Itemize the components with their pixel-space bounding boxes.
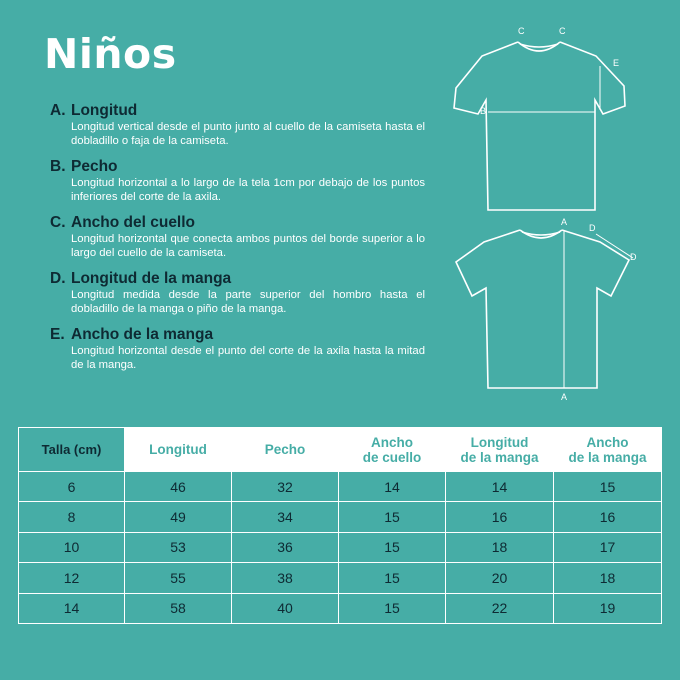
header-pecho: Pecho: [232, 428, 339, 472]
diagram-label-d-right: D: [630, 252, 637, 262]
definition-name: Longitud de la manga: [71, 270, 232, 287]
definition-name: Pecho: [71, 158, 118, 175]
table-cell: 15: [339, 593, 446, 623]
tshirt-back-icon: [456, 230, 633, 388]
diagram-label-a-bottom: A: [561, 392, 568, 402]
definition-c: [50, 213, 425, 260]
header-ancho-cuello: Ancho de cuello: [339, 428, 446, 472]
tshirt-diagram-svg: [440, 20, 660, 410]
definition-d: [50, 269, 425, 316]
table-cell: 14: [446, 472, 554, 502]
definition-name: Longitud: [71, 102, 138, 119]
definition-text: Longitud medida desde la parte superior del hombro hasta el dobladillo de la manga o piño de la manga.: [71, 289, 425, 315]
table-cell: 14: [19, 593, 125, 623]
table-cell: 19: [554, 593, 662, 623]
diagram-label-c-right: C: [559, 26, 566, 36]
table-cell: 46: [125, 472, 232, 502]
tshirt-diagrams: [440, 20, 660, 410]
definition-text: Longitud horizontal que conecta ambos puntos del borde superior a lo largo del cuello de la camiseta.: [71, 233, 425, 259]
definition-letter: A.: [50, 102, 66, 119]
table-cell: 16: [446, 502, 554, 532]
page-title: Niños: [44, 30, 177, 78]
table-row: [19, 502, 662, 532]
table-cell: 38: [232, 563, 339, 593]
table-cell: 15: [339, 502, 446, 532]
diagram-label-c-left: C: [518, 26, 525, 36]
diagram-label-b: B: [480, 106, 487, 116]
table-cell: 32: [232, 472, 339, 502]
table-header-row: [19, 428, 662, 472]
table-cell: 34: [232, 502, 339, 532]
definition-name: Ancho de la manga: [71, 326, 214, 343]
table-cell: 49: [125, 502, 232, 532]
table-row: [19, 532, 662, 562]
definition-text: Longitud vertical desde el punto junto al cuello de la camiseta hasta el dobladillo o faja de la camiseta.: [71, 121, 425, 147]
table-cell: 53: [125, 532, 232, 562]
definition-name: Ancho del cuello: [71, 214, 196, 231]
table-row: [19, 472, 662, 502]
table-cell: 15: [339, 532, 446, 562]
definition-letter: E.: [50, 326, 65, 343]
definition-a: [50, 101, 425, 148]
table-cell: 15: [554, 472, 662, 502]
table-row: [19, 593, 662, 623]
definition-text: Longitud horizontal a lo largo de la tela 1cm por debajo de los puntos inferiores del corte de la axila.: [71, 177, 425, 203]
definition-letter: B.: [50, 158, 66, 175]
definition-b: [50, 157, 425, 204]
definition-e: [50, 325, 425, 372]
tshirt-front-icon: [454, 42, 625, 210]
table-cell: 40: [232, 593, 339, 623]
header-longitud-manga: Longitud de la manga: [446, 428, 554, 472]
definition-letter: D.: [50, 270, 66, 287]
table-cell: 16: [554, 502, 662, 532]
table-cell: 55: [125, 563, 232, 593]
table-cell: 36: [232, 532, 339, 562]
size-table: [18, 427, 662, 624]
table-cell: 18: [446, 532, 554, 562]
table-cell: 22: [446, 593, 554, 623]
table-cell: 12: [19, 563, 125, 593]
definition-text: Longitud horizontal desde el punto del corte de la axila hasta la mitad de la manga.: [71, 345, 425, 371]
definition-letter: C.: [50, 214, 66, 231]
table-cell: 15: [339, 563, 446, 593]
diagram-label-e: E: [613, 58, 620, 68]
header-talla: Talla (cm): [19, 428, 125, 472]
diagram-label-d-top: D: [589, 223, 596, 233]
table-row: [19, 563, 662, 593]
header-longitud: Longitud: [125, 428, 232, 472]
header-ancho-manga: Ancho de la manga: [554, 428, 662, 472]
table-cell: 14: [339, 472, 446, 502]
diagram-label-a-top: A: [561, 217, 568, 227]
table-cell: 8: [19, 502, 125, 532]
table-cell: 20: [446, 563, 554, 593]
table-cell: 18: [554, 563, 662, 593]
table-cell: 17: [554, 532, 662, 562]
table-cell: 58: [125, 593, 232, 623]
table-cell: 10: [19, 532, 125, 562]
table-cell: 6: [19, 472, 125, 502]
definitions-list: [50, 101, 425, 381]
